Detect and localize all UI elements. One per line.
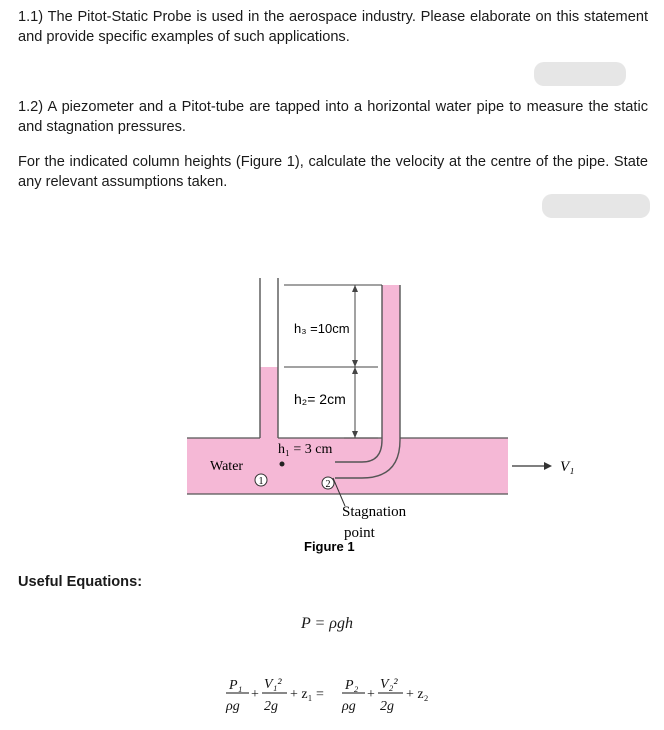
eq-plus-2: + [367, 687, 375, 702]
useful-equations-heading: Useful Equations: [18, 574, 143, 590]
velocity-arrow [512, 462, 552, 470]
dimension-lines [284, 285, 382, 438]
label-h1: h₁ = 3 cm [278, 442, 333, 457]
question-1-1: 1.1) The Pitot-Static Probe is used in the aerospace industry. Please elaborate on this statement and provide specific examples of such applications. [18, 9, 648, 45]
eq-2g-2: 2g [380, 699, 394, 714]
equation-pressure: P = ρgh [301, 615, 353, 632]
eq-plus-1: + [251, 687, 259, 702]
question-1-2: 1.2) A piezometer and a Pitot-tube are tapped into a horizontal water pipe to measure the static and stagnation pressures. [18, 99, 648, 135]
eq-2g-1: 2g [264, 699, 278, 714]
label-point-2: 2 [325, 479, 331, 490]
label-h2: h₂= 2cm [294, 391, 346, 407]
bernoulli-equation [225, 677, 429, 714]
eq-v1sq: V₁² [264, 677, 282, 692]
eq-z2: + z₂ [406, 687, 429, 702]
eq-p1: P₁ [229, 678, 243, 693]
label-h3: h₃ =10cm [294, 321, 350, 336]
water-dot-icon [280, 462, 285, 467]
label-point-1: 1 [258, 476, 264, 487]
label-water: Water [210, 459, 244, 474]
label-point: point [344, 525, 375, 541]
label-velocity: V₁ [560, 459, 575, 475]
figure-caption: Figure 1 [304, 539, 355, 554]
eq-v2sq: V₂² [380, 677, 398, 692]
eq-rho-g-2: ρg [342, 699, 356, 714]
question-1-2-instructions: For the indicated column heights (Figure 1), calculate the velocity at the centre of the pipe. State any relevant assumptions taken. [18, 154, 648, 190]
eq-z1: + z₁ = [290, 687, 324, 702]
label-stagnation: Stagnation [342, 504, 407, 520]
eq-rho-g-1: ρg [226, 699, 240, 714]
eq-p2: P₂ [345, 678, 359, 693]
